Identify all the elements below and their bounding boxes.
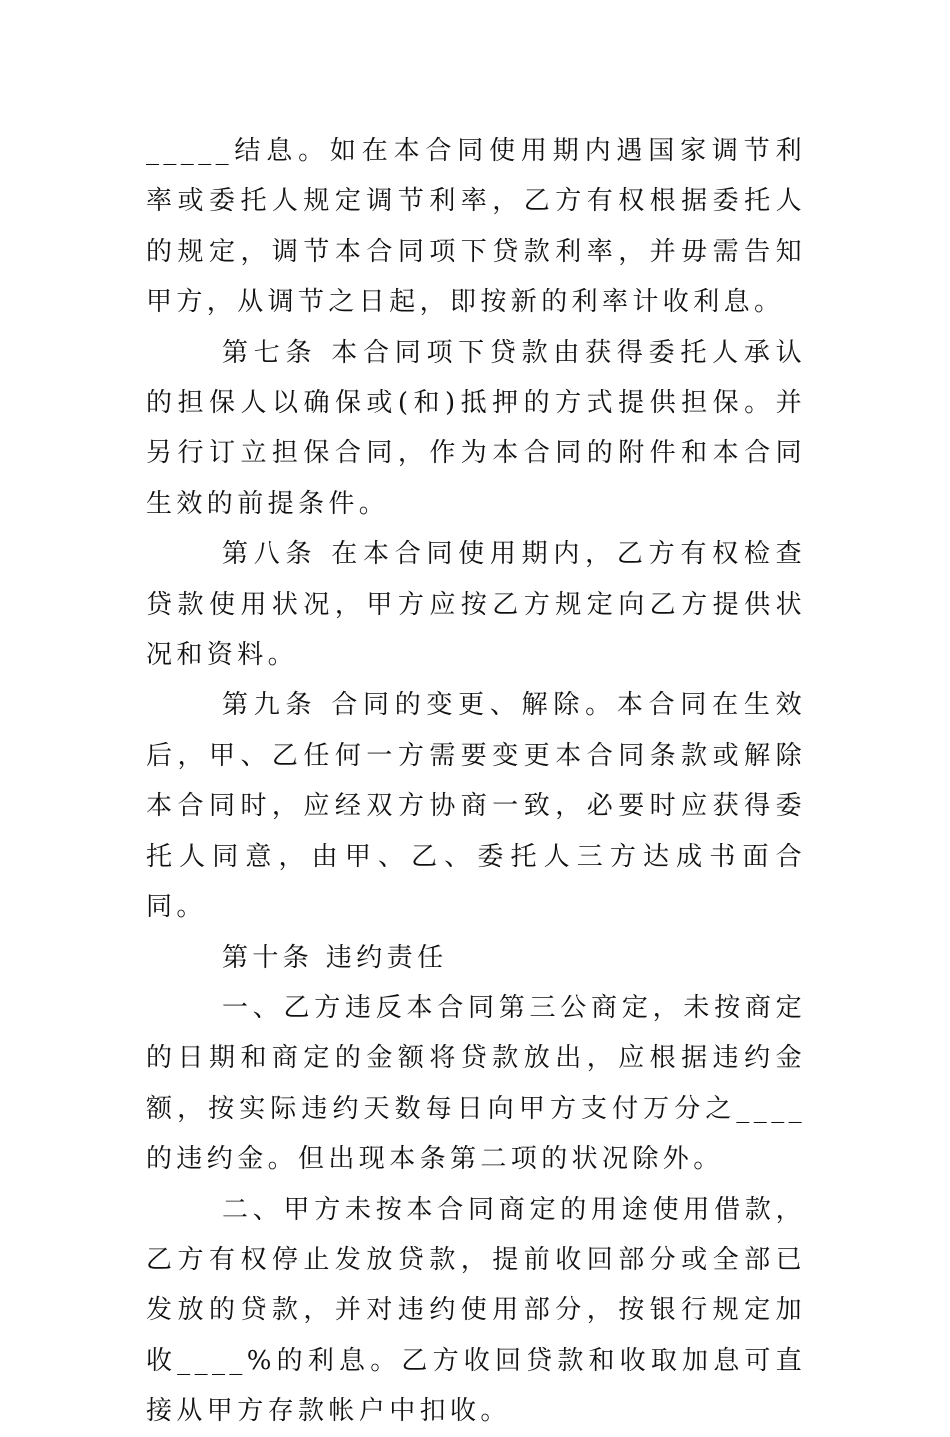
document-body xyxy=(146,126,806,1437)
paragraph-article-8: 第八条 在本合同使用期内，乙方有权检查贷款使用状况，甲方应按乙方规定向乙方提供状况和资料。 xyxy=(146,539,806,671)
paragraph-article-10-heading: 第十条 违约责任 xyxy=(222,942,448,973)
paragraph-article-9: 第九条 合同的变更、解除。本合同在生效后，甲、乙任何一方需要变更本合同条款或解除本合同时，应经双方协商一致，必要时应获得委托人同意，由甲、乙、委托人三方达成书面合同。 xyxy=(146,690,806,923)
paragraph-article-7: 第七条 本合同项下贷款由获得委托人承认的担保人以确保或(和)抵押的方式提供担保。并另行订立担保合同，作为本合同的附件和本合同生效的前提条件。 xyxy=(146,337,806,519)
paragraph-breach-item-2: 二、甲方未按本合同商定的用途使用借款，乙方有权停止发放贷款，提前收回部分或全部已发放的贷款，并对违约使用部分，按银行规定加收____%的利息。乙方收回贷款和收取加息可直接从甲方存款帐户中扣收。 xyxy=(146,1194,806,1427)
paragraph-breach-item-1: 一、乙方违反本合同第三公商定，未按商定的日期和商定的金额将贷款放出，应根据违约金额，按实际违约天数每日向甲方支付万分之____的违约金。但出现本条第二项的状况除外。 xyxy=(146,992,806,1175)
paragraph-interest-settlement: _____结息。如在本合同使用期内遇国家调节利率或委托人规定调节利率，乙方有权根据委托人的规定，调节本合同项下贷款利率，并毋需告知甲方，从调节之日起，即按新的利率计收利息。 xyxy=(146,136,806,318)
